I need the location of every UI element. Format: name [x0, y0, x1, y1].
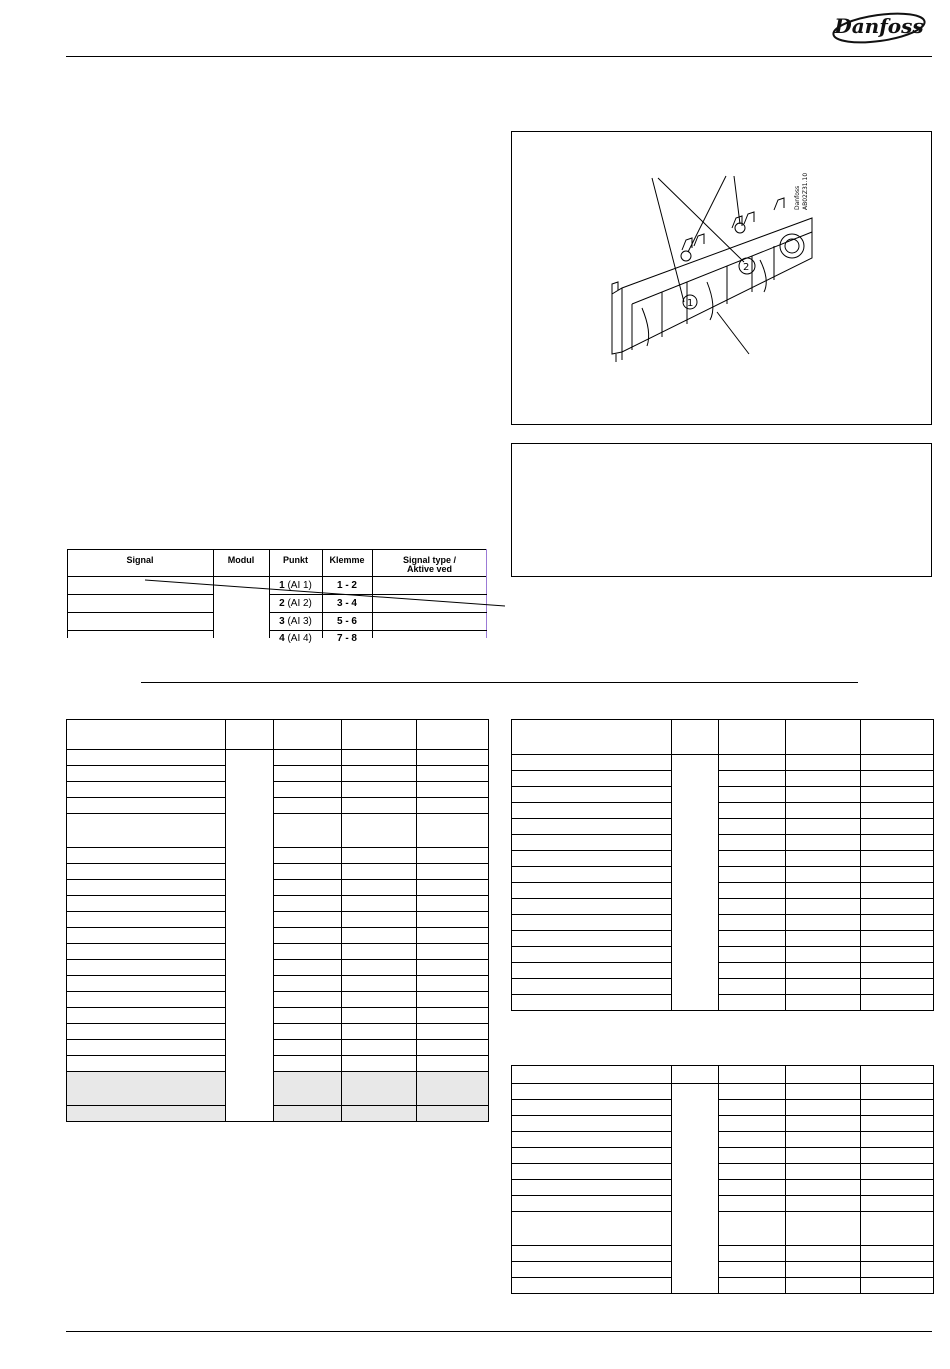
- danfoss-logo: [830, 8, 928, 44]
- drawing-code-1: Danfoss: [794, 185, 801, 210]
- klemme-cell-1: 1 - 2: [336, 580, 357, 591]
- header-klemme: Klemme: [329, 555, 365, 565]
- klemme-cell-4: 7 - 8: [336, 633, 357, 644]
- right-config-table-2: [511, 1065, 934, 1294]
- header-punkt: Punkt: [282, 555, 308, 565]
- header-signal-type: Signal type /: [402, 555, 456, 565]
- drawing-code-2: AB02Z31.10: [802, 172, 809, 210]
- klemme-cell-3: 5 - 6: [336, 616, 357, 627]
- module-label-2: 2: [743, 262, 750, 273]
- punkt-cell-4: 4 (AI 4): [279, 633, 312, 644]
- header-rule: [66, 56, 932, 57]
- right-config-table-1: [511, 719, 934, 1011]
- controller-drawing: [512, 132, 931, 424]
- diagonal-strike: [67, 574, 507, 614]
- signal-table: [67, 549, 487, 644]
- punkt-cell-1: 1 (AI 1): [279, 580, 312, 591]
- klemme-cell-2: 3 - 4: [336, 598, 357, 609]
- module-label-1: 1: [687, 298, 694, 309]
- punkt-cell-3: 3 (AI 3): [279, 616, 312, 627]
- figure-box: [511, 131, 932, 425]
- header-modul: Modul: [227, 555, 255, 565]
- header-aktive-ved: Aktive ved: [406, 564, 453, 574]
- header-signal: Signal: [126, 555, 154, 565]
- section-rule: [141, 682, 858, 683]
- note-box: [511, 443, 932, 577]
- left-config-table: [66, 719, 489, 1122]
- footer-rule: [66, 1331, 932, 1332]
- svg-text:Danfoss: Danfoss: [834, 14, 924, 38]
- punkt-cell-2: 2 (AI 2): [279, 598, 312, 609]
